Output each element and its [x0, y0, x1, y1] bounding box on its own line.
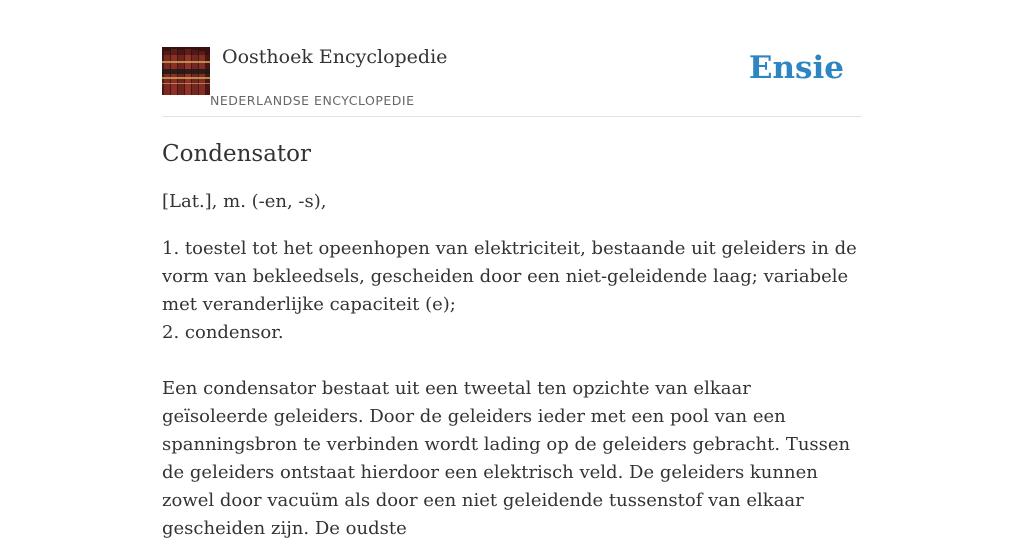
site-header — [162, 46, 862, 117]
etymology: [Lat.], m. (-en, -s), — [162, 191, 327, 212]
site-subtitle: NEDERLANDSE ENCYCLOPEDIE — [210, 93, 415, 108]
encyclopedia-books-avatar[interactable] — [162, 47, 210, 95]
paragraph-spacer — [162, 347, 862, 375]
article-body: Een condensator bestaat uit een tweetal ten opzichte van elkaar geïsoleerde geleiders. Door de geleiders ieder met een pool van een spanningsbron te verbinden wordt lading op de geleiders gebracht. Tussen de geleiders ontstaat hierdoor een elektrisch veld. De geleiders kunnen zowel door vacuüm als door een niet geleidende tussenstof van elkaar gescheiden zijn. De oudste — [162, 378, 851, 539]
site-title-link[interactable]: Oosthoek Encyclopedie — [222, 46, 448, 68]
ensie-logo-link[interactable]: Ensie — [748, 50, 844, 86]
article-title: Condensator — [162, 141, 312, 167]
books-image — [162, 47, 210, 95]
article — [162, 137, 862, 543]
definition-1: 1. toestel tot het opeenhopen van elektriciteit, bestaande uit geleiders in de vorm van bekleedsels, gescheiden door een niet-geleidende laag; variabele met veranderlijke capaciteit (e); — [162, 238, 857, 315]
definition-2: 2. condensor. — [162, 322, 284, 343]
